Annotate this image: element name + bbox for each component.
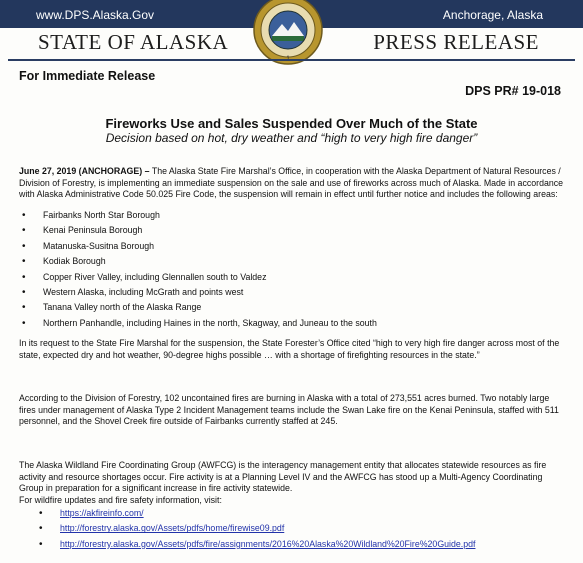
intro-paragraph (19, 166, 567, 201)
awfcg-paragraph: The Alaska Wildland Fire Coordinating Group (AWFCG) is the interagency management entity that allocates statewide resources as fire activity and resource shortages occur. Fire activity is at a Planning Level IV and the AWFCG has stood up a Multi-Agency Coordinating Group in preparation for a significant increase in fire activity statewide. (19, 460, 547, 493)
links-list (36, 506, 475, 552)
list-item: • Kenai Peninsula Borough (19, 223, 377, 238)
fire-marshal-paragraph: In its request to the State Fire Marshal for the suspension, the State Forester’s Office cited “high to very high fire danger across most of the state, expected dry and hot weather, 90-degree highs possible … with a shortage of firefighting resources in the state.” (19, 338, 560, 360)
list-item: • Kodiak Borough (19, 254, 377, 269)
list-item: • Northern Panhandle, including Haines in the north, Skagway, and Juneau to the south (19, 316, 377, 331)
list-item: • Western Alaska, including McGrath and points west (19, 285, 377, 300)
intro-text: The Alaska State Fire Marshal’s Office, in cooperation with the Alaska Department of Natural Resources / Division of Forestry, is implementing an immediate suspension on the sale and use of fireworks across much of Alaska. Made in accordance with Alaska Administrative Code 50.025 Fire Code, the suspension will remain in effect until further notice and includes the following areas: (19, 166, 564, 199)
list-item (36, 537, 475, 552)
areas-list (19, 208, 377, 331)
release-title: Fireworks Use and Sales Suspended Over Much of the State (105, 116, 478, 131)
wildfire-updates-text: For wildfire updates and fire safety information, visit: (19, 495, 222, 505)
press-release-number: DPS PR# 19-018 (465, 84, 561, 98)
location-text: Anchorage, Alaska (442, 8, 543, 22)
list-item: • Copper River Valley, including Glennallen south to Valdez (19, 270, 377, 285)
list-item: • Fairbanks North Star Borough (19, 208, 377, 223)
state-of-alaska-title: STATE OF ALASKA (38, 30, 229, 54)
dps-seal-icon (252, 0, 324, 66)
firewise-link[interactable]: http://forestry.alaska.gov/Assets/pdfs/home/firewise09.pdf (60, 523, 285, 534)
list-item: • Tanana Valley north of the Alaska Range (19, 300, 377, 315)
fire-guide-link[interactable]: http://forestry.alaska.gov/Assets/pdfs/fire/assignments/2016%20Alaska%20Wildland%20Fire%20Guide.pdf (60, 538, 476, 549)
dateline: June 27, 2019 (ANCHORAGE) – (19, 166, 150, 176)
release-subtitle: Decision based on hot, dry weather and “high to very high fire danger” (105, 131, 478, 145)
list-item (36, 506, 475, 521)
website-text: www.DPS.Alaska.Gov (36, 8, 155, 22)
press-release-title: PRESS RELEASE (373, 30, 539, 54)
header-divider (8, 59, 575, 61)
akfireinfo-link[interactable]: https://akfireinfo.com/ (60, 508, 144, 518)
immediate-release-label: For Immediate Release (19, 69, 156, 83)
forestry-paragraph: According to the Division of Forestry, 102 uncontained fires are burning in Alaska with a total of 273,551 acres burned. Two notably large fires under management of Alaska Type 2 Incident Management teams include the Swan Lake fire on the Kenai Peninsula, staffed with 511 personnel, and the Shovel Creek fire outside of Fairbanks currently staffed at 245. (19, 393, 559, 426)
list-item: • Matanuska-Susitna Borough (19, 239, 377, 254)
list-item (36, 521, 475, 536)
